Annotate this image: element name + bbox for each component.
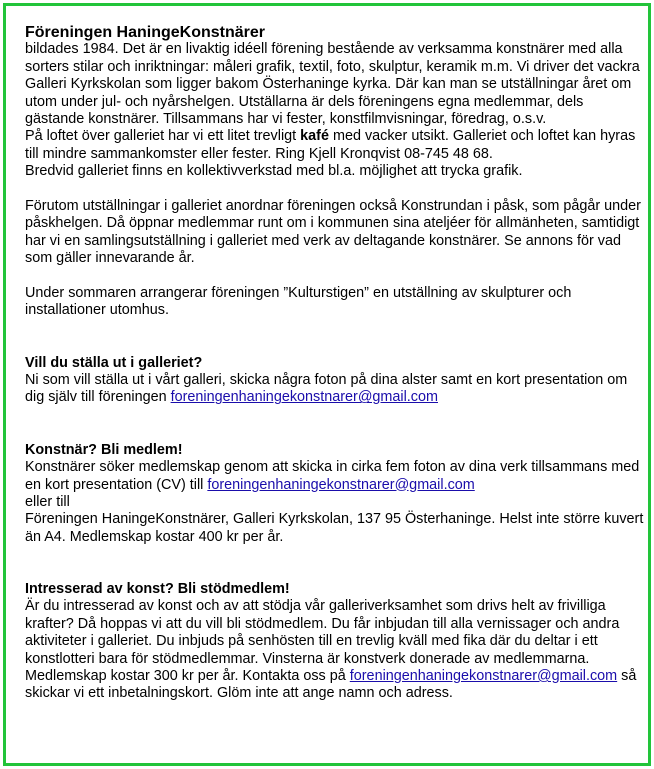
exhibit-email-link[interactable]: foreningenhaningekonstnarer@gmail.com [170, 389, 438, 406]
exhibit-heading: Vill du ställa ut i galleriet? [25, 354, 203, 371]
member-or-text: eller till [25, 493, 70, 510]
supporter-heading: Intresserad av konst? Bli stödmedlem! [25, 580, 290, 597]
member-text-body: Konstnärer söker medlemskap genom att skicka in cirka fem foton av dina verk tillsammans med en kort presentation (CV) till [25, 459, 640, 493]
section-spacer [25, 320, 645, 355]
supporter-text-end: så skickar vi ett inbetalningskort. Glöm inte att ange namn och adress. [25, 667, 637, 702]
section-spacer [25, 407, 645, 442]
supporter-text [25, 598, 645, 702]
workshop-text: Bredvid galleriet finns en kollektivverkstad med bl.a. möjlighet att trycka grafik. [25, 163, 523, 180]
konstrundan-text: Förutom utställningar i galleriet anordnar föreningen också Konstrundan i påsk, som pågår under påskhelgen. Då öppnar medlemmar runt om i kommunen sina ateljéer för allmänheten, samtidigt har vi en samlingsutställning i galleriet med verk av deltagande konstnärer. Se annons för vad som gäller innevarande år. [25, 198, 641, 267]
content-frame [3, 3, 651, 766]
member-address-text: Föreningen HaningeKonstnärer, Galleri Kyrkskolan, 137 95 Österhaninge. Helst inte större kuvert än A4. Medlemskap kostar 400 kr per år. [25, 511, 644, 545]
exhibit-text-body: Ni som vill ställa ut i vårt galleri, skicka några foton på dina alster samt en kort presentation om dig själv till föreningen [25, 372, 628, 406]
intro-text: bildades 1984. Det är en livaktig idéell förening bestående av verksamma konstnärer med alla sorters stilar och inriktningar: måleri grafik, textil, foto, skulptur, keramik m.m. Vi driver det vackra Galleri Kyrkskolan som ligger bakom Österhaninge kyrka. Där kan man se utställningar året om utom under jul- och nyårshelgen. Utställarna är dels föreningens egna medlemmar, dels gästande konstnärer. Tillsammans har vi fester, konstfilmvisningar, föredrag, o.s.v. [25, 41, 640, 128]
cafe-text [25, 128, 645, 163]
supporter-email-link[interactable]: foreningenhaningekonstnarer@gmail.com [349, 667, 618, 684]
member-email-link[interactable]: foreningenhaningekonstnarer@gmail.com [207, 476, 475, 493]
kulturstigen-text: Under sommaren arrangerar föreningen ”Kulturstigen” en utställning av skulpturer och installationer utomhus. [25, 285, 572, 319]
cafe-text-start: På loftet över galleriet har vi ett litet trevligt [25, 128, 301, 145]
member-text [25, 459, 645, 494]
member-heading: Konstnär? Bli medlem! [25, 441, 183, 458]
cafe-text-end: med vacker utsikt. Galleriet och loftet kan hyras till mindre sammankomster eller fester. Ring Kjell Kronqvist 08-745 48 68. [25, 128, 636, 162]
page-title: Föreningen HaningeKonstnärer [25, 24, 266, 41]
content-body [25, 24, 645, 703]
section-spacer [25, 546, 645, 581]
exhibit-text [25, 372, 645, 407]
supporter-text-body: Är du intresserad av konst och av att stödja vår galleriverksamhet som drivs helt av frivilliga krafter? Då hoppas vi att du vill bli stödmedlem. Du får inbjudan till alla vernissager och andra aktiviteter i galleriet. Du inbjuds på senhösten till en trevlig kväll med fika där du deltar i ett konstlotteri bara för stödmedlemmar. Vinsterna är konstverk donerade av medlemmarna. Medlemskap kostar 300 kr per år. Kontakta oss på [25, 598, 620, 684]
cafe-word: kafé [300, 128, 329, 145]
